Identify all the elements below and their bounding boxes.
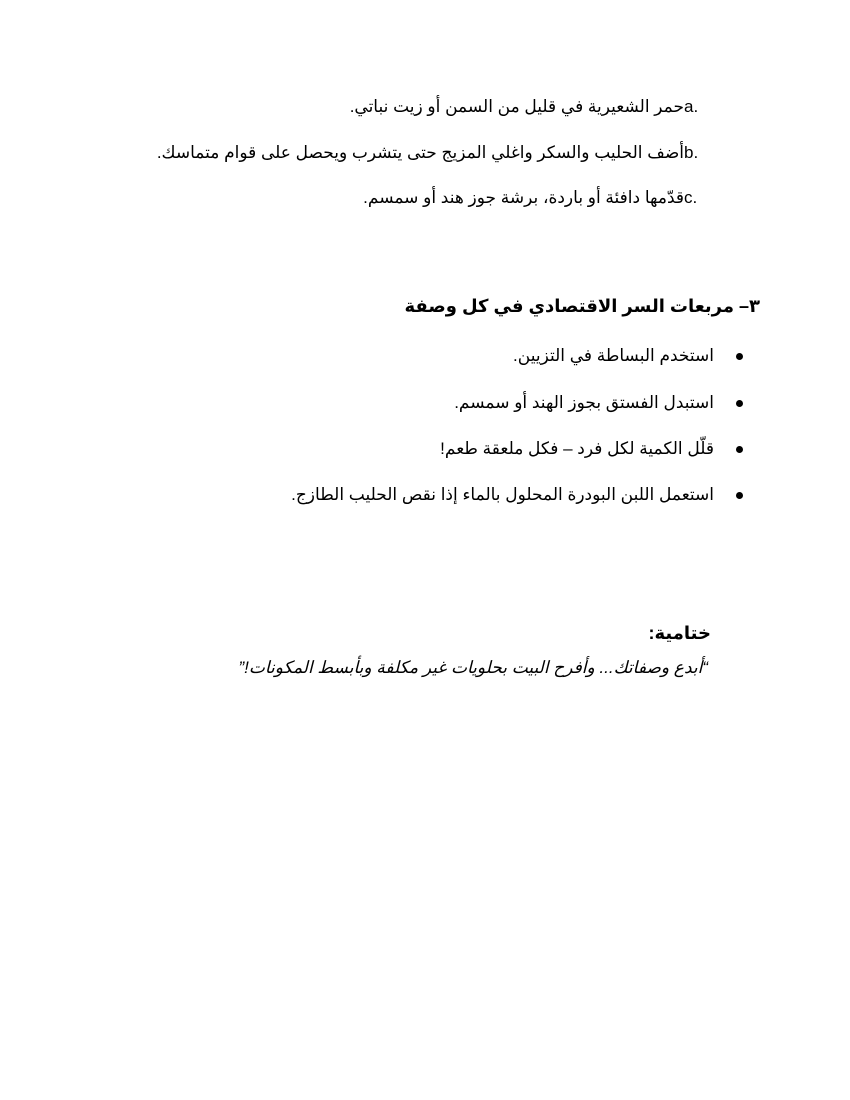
economy-tip-3	[440, 438, 743, 460]
economy-tip-text-1: استخدم البساطة في التزيين.	[513, 346, 714, 365]
step-text-a: حمر الشعيرية في قليل من السمن أو زيت نباتي.	[349, 97, 684, 116]
step-text-b: أضف الحليب والسكر واغلي المزيج حتى يتشرب ويحصل على قوام متماسك.	[156, 143, 684, 162]
recipe-step-c	[363, 187, 706, 209]
step-marker-c: c.	[684, 188, 698, 207]
economy-tip-1	[513, 345, 743, 367]
bullet-icon	[736, 400, 743, 407]
recipe-step-b	[157, 142, 706, 164]
step-text-c: قدّمها دافئة أو باردة، برشة جوز هند أو سمسم.	[363, 188, 684, 207]
economy-tip-text-3: قلّل الكمية لكل فرد – فكل ملعقة طعم!	[440, 439, 714, 458]
step-marker-a: a.	[684, 97, 699, 116]
step-marker-b: b.	[684, 143, 699, 162]
section-3-heading: ٣– مربعات السر الاقتصادي في كل وصفة	[404, 296, 760, 316]
bullet-icon	[736, 353, 743, 360]
bullet-icon	[736, 446, 743, 453]
economy-tip-2	[454, 392, 743, 414]
recipe-step-a	[350, 96, 706, 118]
economy-tip-4	[291, 484, 743, 506]
bullet-icon	[736, 492, 743, 499]
conclusion-quote: “أبدع وصفاتك... وأفرح البيت بحلويات غير مكلفة وبأبسط المكونات!”	[238, 658, 708, 677]
conclusion-heading: ختامية:	[648, 623, 711, 643]
economy-tip-text-2: استبدل الفستق بجوز الهند أو سمسم.	[454, 393, 714, 412]
economy-tip-text-4: استعمل اللبن البودرة المحلول بالماء إذا نقص الحليب الطازج.	[291, 485, 714, 504]
